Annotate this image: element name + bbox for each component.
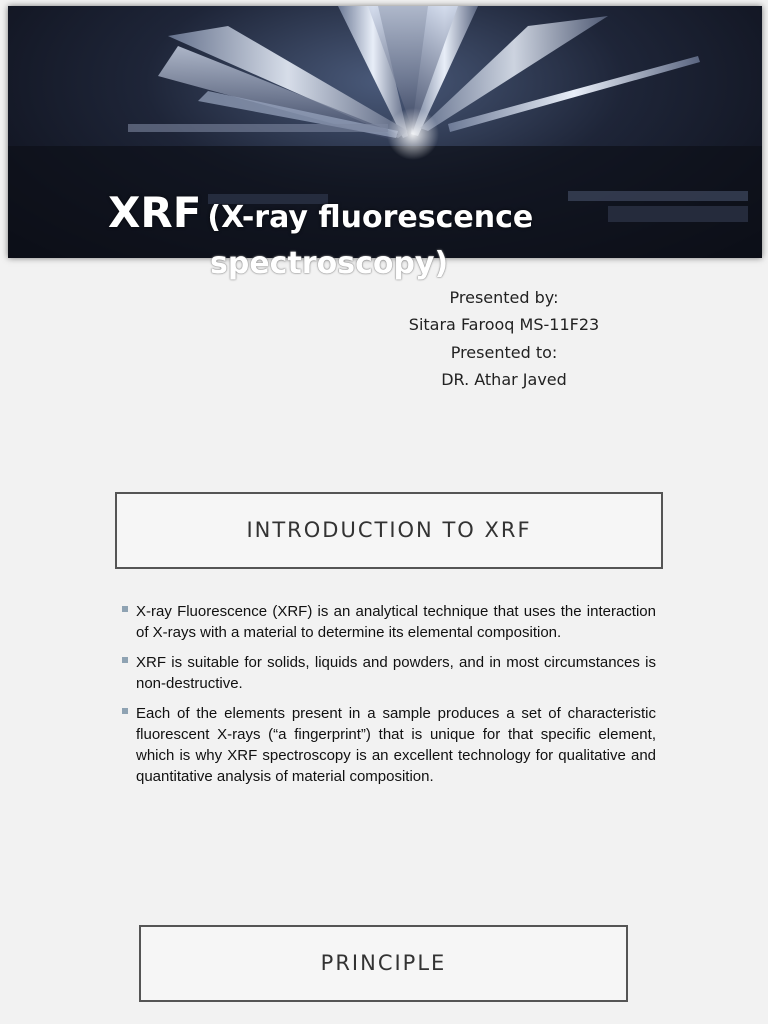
bullet-text: X-ray Fluorescence (XRF) is an analytical technique that uses the interaction of X-rays with a material to determine its elemental composition. <box>136 603 656 641</box>
presenter-info <box>380 284 628 394</box>
intro-bullet-list <box>120 601 656 796</box>
presented-by-label: Presented by: <box>449 288 559 307</box>
intro-title-box <box>115 492 663 569</box>
bullet-icon <box>122 708 128 714</box>
page-title <box>108 188 534 237</box>
bullet-text: XRF is suitable for solids, liquids and powders, and in most circumstances is non-destructive. <box>136 654 656 692</box>
title-sub: (X-ray fluorescence <box>207 200 534 235</box>
list-item <box>120 703 656 787</box>
bullet-icon <box>122 657 128 663</box>
principle-title: PRINCIPLE <box>320 951 447 975</box>
principle-title-box <box>139 925 628 1002</box>
list-item <box>120 652 656 694</box>
presented-to-label: Presented to: <box>450 342 558 362</box>
title-main: XRF <box>108 188 202 237</box>
bullet-icon <box>122 606 128 612</box>
presented-to-name: DR. Athar Javed <box>441 370 567 390</box>
title-sub-line2: spectroscopy) <box>210 246 449 281</box>
intro-title: INTRODUCTION TO XRF <box>246 518 532 542</box>
presenter-name: Sitara Farooq MS-11F23 <box>408 315 600 335</box>
bullet-text: Each of the elements present in a sample produces a set of characteristic fluorescent X-rays (“a fingerprint”) that is unique for that specific element, which is why XRF spectroscopy is an excellent technology for qualitative and quantitative analysis of material composition. <box>136 705 656 785</box>
list-item <box>120 601 656 643</box>
